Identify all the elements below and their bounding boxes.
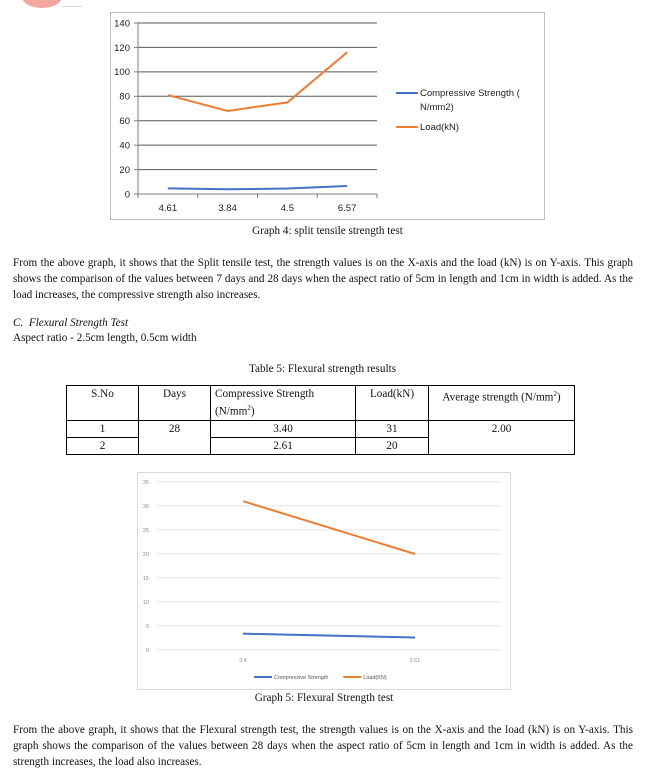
cell-sno: 2 <box>67 437 139 454</box>
table-header-row <box>67 386 575 421</box>
table5-caption: Table 5: Flexural strength results <box>248 363 397 375</box>
decorative-shape <box>22 0 62 8</box>
x-tick-label: 4.5 <box>280 203 294 214</box>
cell-cs: 2.61 <box>211 437 356 454</box>
y-tick-label: 30 <box>142 503 149 510</box>
legend-label: Compressive Strength <box>274 675 329 681</box>
header-sno: S.No <box>67 386 139 421</box>
paragraph-flexural: From the above graph, it shows that the Flexural strength test, the strength values is on the X-axis and the load (kN) is on Y-axis. This graph shows the comparison of the values between 28 days when the aspect ratio of 5cm in length and 1cm in width is added. As the strength increases, the load also increases. <box>13 724 633 768</box>
aspect-ratio-text: Aspect ratio - 2.5cm length, 0.5cm width <box>13 332 197 344</box>
y-tick-label: 20 <box>142 551 149 558</box>
section-label: C. <box>13 317 24 329</box>
x-tick-label: 4.61 <box>158 203 178 214</box>
y-tick-label: 10 <box>142 599 149 606</box>
y-tick-label: 25 <box>142 527 149 534</box>
y-tick-label: 0 <box>124 189 130 201</box>
chart-flexural <box>137 472 511 690</box>
y-tick-label: 0 <box>145 647 149 654</box>
y-tick-label: 15 <box>142 575 149 582</box>
chart-split-tensile <box>110 12 545 220</box>
graph4-caption: Graph 4: split tensile strength test <box>252 225 403 237</box>
y-tick-label: 140 <box>114 18 130 30</box>
x-tick-label: 3.4 <box>239 658 247 664</box>
y-tick-label: 60 <box>119 116 130 128</box>
y-tick-label: 120 <box>114 42 130 54</box>
header-compressive-strength: Compressive Strength $(N/mm^2)$ <box>211 386 356 421</box>
table-row <box>67 420 575 437</box>
legend-label: Load(kN) <box>420 122 460 133</box>
section-title: Flexural Strength Test <box>28 317 129 329</box>
y-tick-label: 40 <box>119 140 130 152</box>
cell-cs: 3.40 <box>211 420 356 437</box>
chart-frame <box>138 473 511 690</box>
y-tick-label: 80 <box>119 91 130 103</box>
graph5-caption: Graph 5: Flexural Strength test <box>254 692 394 704</box>
divider <box>62 6 82 7</box>
y-tick-label: 5 <box>145 623 149 630</box>
x-tick-label: 2.61 <box>409 658 421 664</box>
paragraph-split-tensile: From the above graph, it shows that the Split tensile test, the strength values is on the X-axis and the load (kN) is on Y-axis. This graph shows the comparison of the values between 7 days and 28 days when the aspect ratio of 5cm in length and 1cm in width is added. As the load increases, the compressive strength also increases. <box>13 257 633 301</box>
y-tick-label: 20 <box>119 164 130 176</box>
cell-load: 31 <box>356 420 429 437</box>
cell-load: 20 <box>356 437 429 454</box>
header-days: Days <box>139 386 211 421</box>
header-load: Load(kN) <box>356 386 429 421</box>
cell-days: 28 <box>139 420 211 454</box>
legend-label: Load(KN) <box>363 675 387 681</box>
x-tick-label: 3.84 <box>218 203 237 214</box>
x-tick-label: 6.57 <box>337 203 357 214</box>
legend-label: Compressive Strength ( N/mm2) <box>420 88 520 113</box>
y-tick-label: 35 <box>142 479 149 486</box>
cell-sno: 1 <box>67 420 139 437</box>
header-average-strength: Average strength $(N/mm^2)$ <box>429 386 575 421</box>
section-heading <box>13 317 128 329</box>
cell-average: 2.00 <box>429 420 575 454</box>
y-tick-label: 100 <box>114 67 130 79</box>
flexural-results-table <box>66 385 575 455</box>
